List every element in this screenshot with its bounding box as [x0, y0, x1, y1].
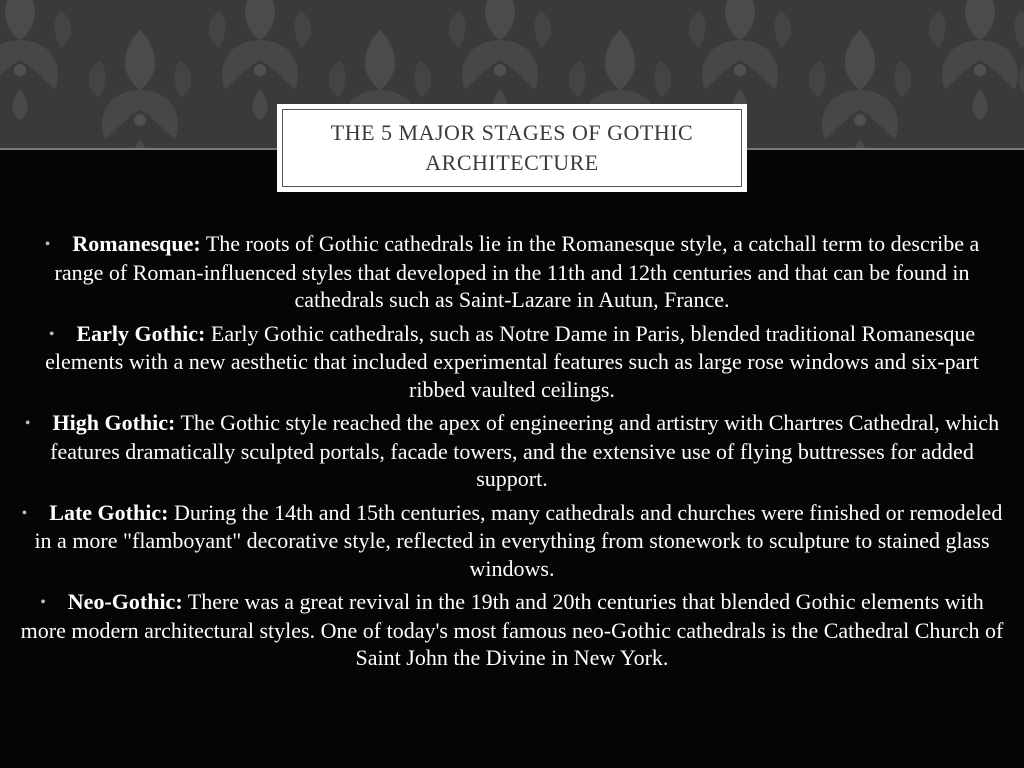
- bullet-icon: •: [24, 415, 31, 432]
- bullet-icon: •: [44, 236, 51, 253]
- stage-description: The roots of Gothic cathedrals lie in the Romanesque style, a catchall term to describe a range of Roman-influenced styles that developed in the 11th and 12th centuries and that can be found in cathedrals such as Saint-Lazare in Autun, France.: [54, 231, 980, 312]
- stage-description: There was a great revival in the 19th and 20th centuries that blended Gothic elements with more modern architectural styles. One of today's most famous neo-Gothic cathedrals is the Cathedral Church of Saint John the Divine in New York.: [20, 589, 1004, 670]
- bullet-icon: •: [21, 504, 28, 522]
- stage-list: [12, 230, 1012, 672]
- stage-term: Neo-Gothic:: [67, 589, 183, 614]
- title-frame: [282, 109, 742, 187]
- stage-term: Romanesque:: [72, 231, 201, 256]
- list-item: [12, 499, 1012, 583]
- page-title: THE 5 MAJOR STAGES OF GOTHIC ARCHITECTURE: [330, 120, 694, 175]
- stage-term: Early Gothic:: [76, 320, 206, 346]
- stage-term: Late Gothic:: [49, 499, 169, 525]
- title-box: [277, 104, 747, 192]
- bullet-icon: •: [48, 325, 55, 343]
- content-body: [12, 230, 1012, 678]
- list-item: [12, 230, 1012, 314]
- stage-description: The Gothic style reached the apex of engineering and artistry with Chartres Cathedral, which features dramatically sculpted portals, facade towers, and the extensive use of flying buttresses for added support.: [50, 410, 1000, 491]
- list-item: [12, 320, 1012, 404]
- list-item: [12, 588, 1012, 672]
- stage-description: Early Gothic cathedrals, such as Notre Dame in Paris, blended traditional Romanesque elements with a new aesthetic that included experimental features such as large rose windows and six-part ribbed vaulted ceilings.: [45, 320, 979, 402]
- bullet-icon: •: [40, 594, 46, 611]
- stage-description: During the 14th and 15th centuries, many cathedrals and churches were finished or remodeled in a more "flamboyant" decorative style, reflected in everything from stonework to sculpture to stained glass windows.: [34, 499, 1003, 581]
- list-item: [12, 409, 1012, 493]
- stage-term: High Gothic:: [52, 410, 176, 435]
